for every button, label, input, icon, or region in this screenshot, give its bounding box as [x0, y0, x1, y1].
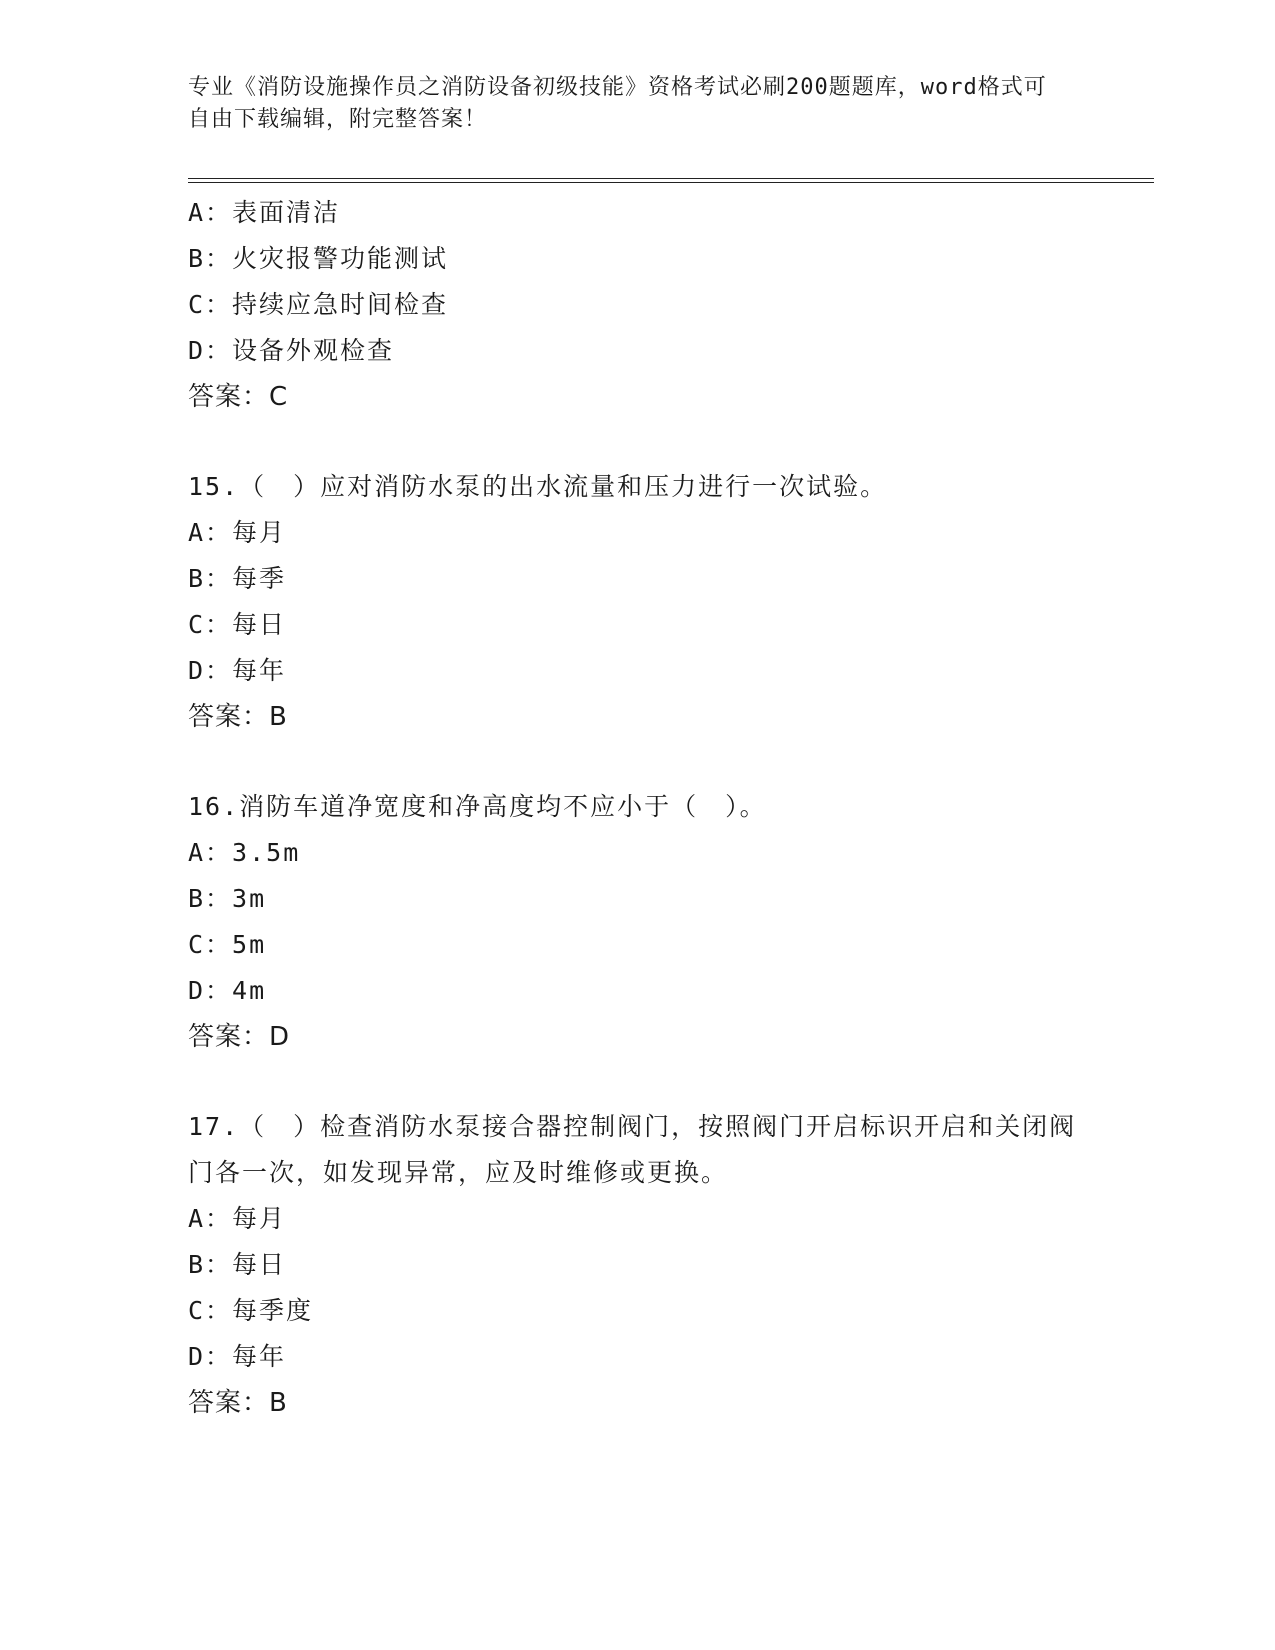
option-b: B：3m	[188, 884, 267, 913]
option-a: A：每月	[188, 1204, 287, 1233]
question-block	[188, 784, 1128, 1060]
option-a: A：3.5m	[188, 838, 301, 867]
option-c: C：每季度	[188, 1296, 314, 1325]
option-d: D：设备外观检查	[188, 336, 395, 365]
spacer	[188, 420, 1128, 464]
spacer	[188, 1060, 1128, 1104]
answer-line: 答案：C	[188, 382, 289, 412]
answer-line: 答案：D	[188, 1022, 291, 1052]
option-a: A：每月	[188, 518, 287, 547]
option-b: B：每日	[188, 1250, 287, 1279]
question-text: 16.消防车道净宽度和净高度均不应小于（ ）。	[188, 792, 767, 821]
question-text: 15.（ ）应对消防水泵的出水流量和压力进行一次试验。	[188, 472, 888, 501]
spacer	[188, 740, 1128, 784]
header-divider-top	[188, 178, 1154, 179]
option-b: B：每季	[188, 564, 287, 593]
option-c: C：持续应急时间检查	[188, 290, 449, 319]
question-text: 17.（ ）检查消防水泵接合器控制阀门，按照阀门开启标识开启和关闭阀门各一次，如发现异常，应及时维修或更换。	[188, 1112, 1077, 1187]
question-block	[188, 464, 1128, 740]
header-divider-bottom	[188, 182, 1154, 183]
document-header: 专业《消防设施操作员之消防设备初级技能》资格考试必刷200题题库，word格式可自由下载编辑，附完整答案！	[188, 75, 1047, 132]
question-block	[188, 1104, 1128, 1426]
option-d: D：每年	[188, 1342, 287, 1371]
option-c: C：5m	[188, 930, 267, 959]
question-list	[188, 190, 1128, 1426]
option-b: B：火灾报警功能测试	[188, 244, 449, 273]
option-a: A：表面清洁	[188, 198, 341, 227]
option-d: D：4m	[188, 976, 267, 1005]
question-block	[188, 190, 1128, 420]
answer-line: 答案：B	[188, 702, 288, 732]
option-c: C：每日	[188, 610, 287, 639]
option-d: D：每年	[188, 656, 287, 685]
answer-line: 答案：B	[188, 1388, 288, 1418]
